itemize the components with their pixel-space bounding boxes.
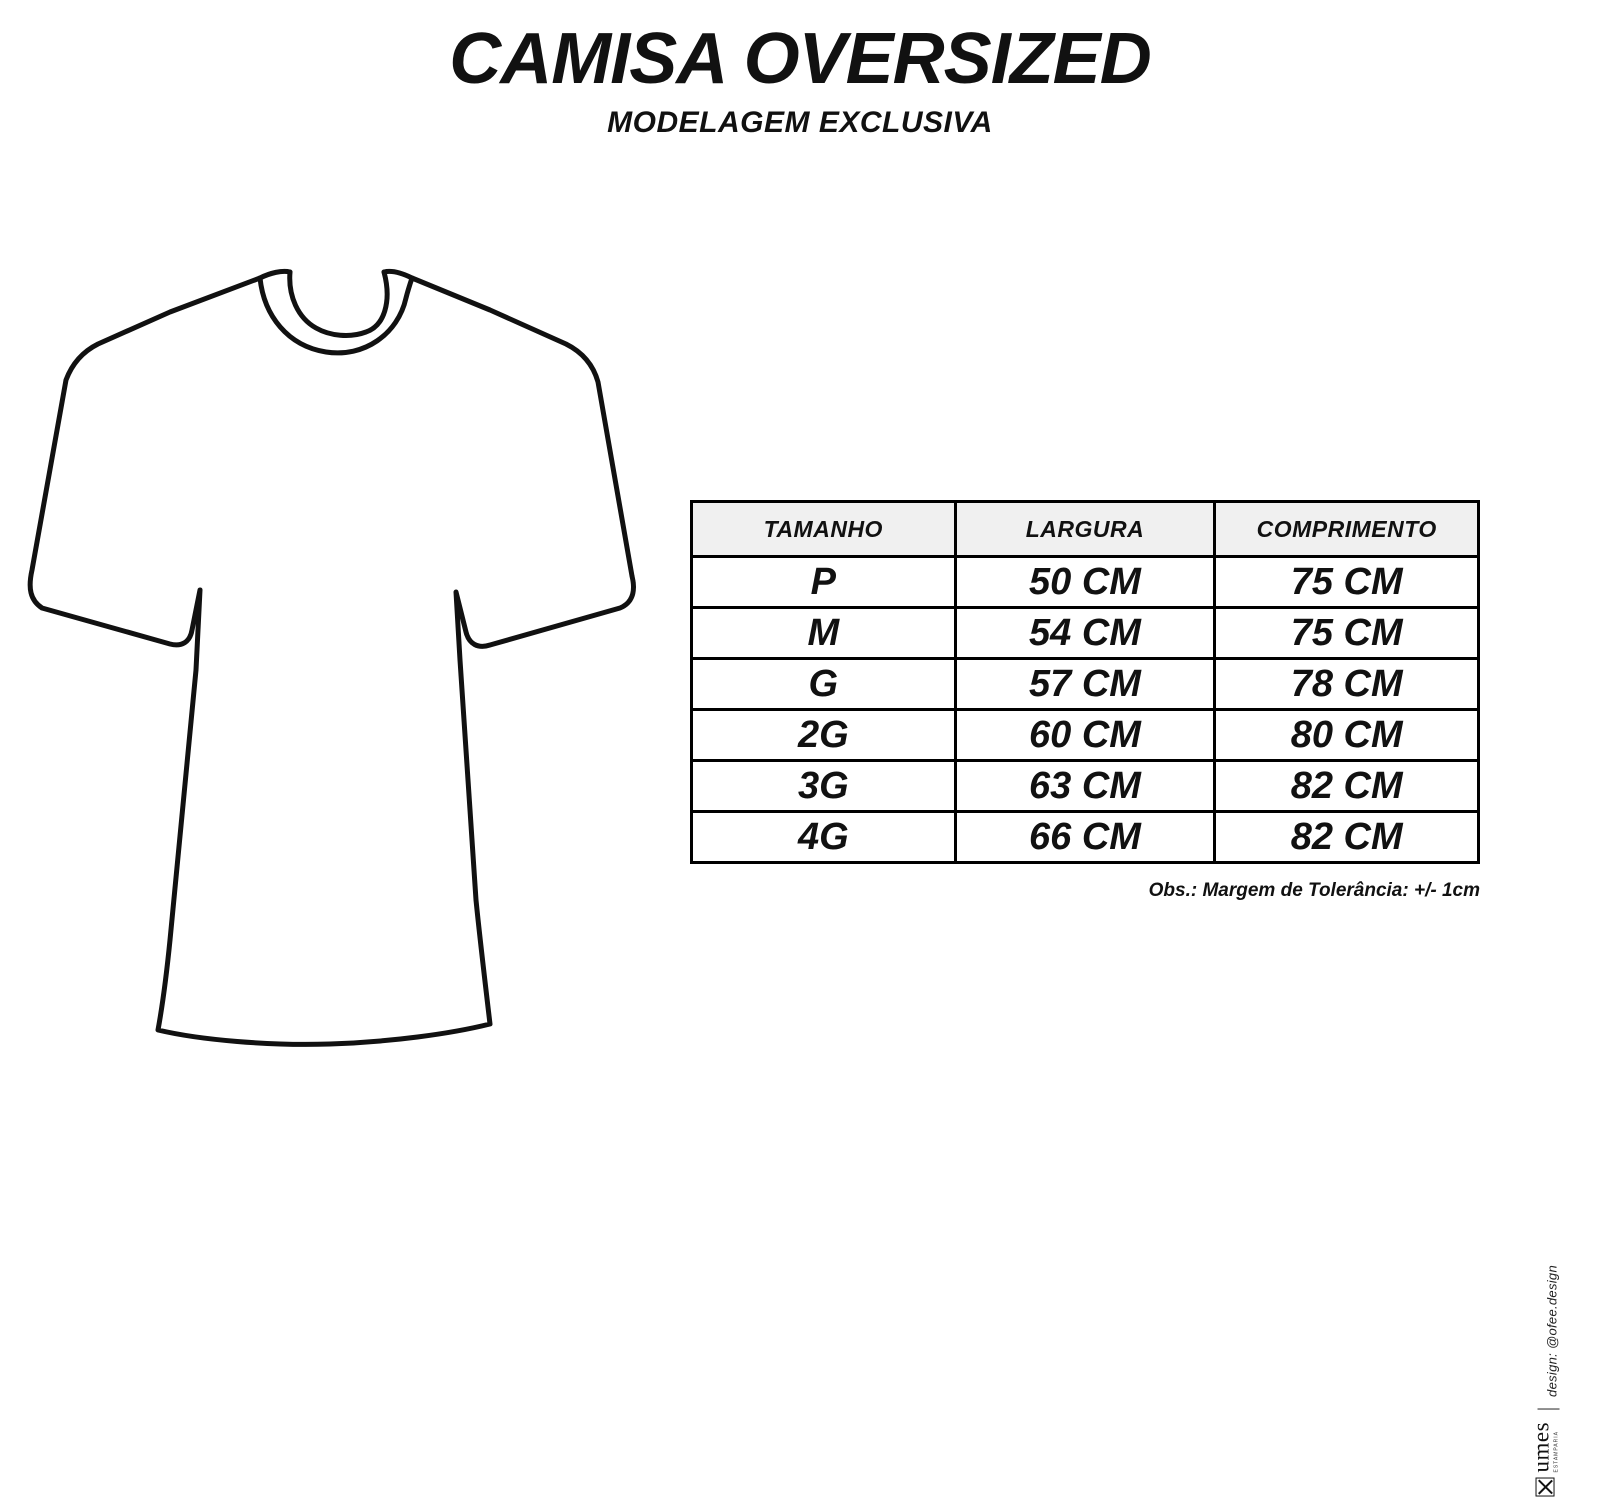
cell-size: G xyxy=(692,659,956,710)
table-row xyxy=(692,659,1479,710)
cell-size: 3G xyxy=(692,761,956,812)
table-row xyxy=(692,812,1479,863)
page-subtitle: MODELAGEM EXCLUSIVA xyxy=(607,105,993,139)
cell-length: 80 CM xyxy=(1215,710,1479,761)
cell-width: 60 CM xyxy=(955,710,1215,761)
column-header-tamanho: TAMANHO xyxy=(692,502,956,557)
cell-length: 75 CM xyxy=(1215,557,1479,608)
table-row xyxy=(692,761,1479,812)
column-header-comprimento: COMPRIMENTO xyxy=(1215,502,1479,557)
cell-width: 54 CM xyxy=(955,608,1215,659)
diamond-x-icon xyxy=(1536,1478,1555,1497)
cell-width: 57 CM xyxy=(955,659,1215,710)
size-table xyxy=(690,500,1480,864)
cell-size: 2G xyxy=(692,710,956,761)
cell-length: 82 CM xyxy=(1215,761,1479,812)
table-row xyxy=(692,557,1479,608)
table-row xyxy=(692,710,1479,761)
cell-length: 78 CM xyxy=(1215,659,1479,710)
design-credit: design: @ofee.design xyxy=(1545,1265,1560,1397)
tshirt-illustration xyxy=(20,240,700,1060)
cell-width: 50 CM xyxy=(955,557,1215,608)
tolerance-note: Obs.: Margem de Tolerância: +/- 1cm xyxy=(1148,880,1480,901)
page-title: CAMISA OVERSIZED xyxy=(449,19,1151,99)
brand-strip xyxy=(1529,935,1592,1473)
brand-name: umes xyxy=(1529,1421,1554,1473)
cell-width: 63 CM xyxy=(955,761,1215,812)
table-row xyxy=(692,608,1479,659)
cell-size: 4G xyxy=(692,812,956,863)
brand-logo xyxy=(1530,1422,1560,1497)
cell-size: M xyxy=(692,608,956,659)
divider xyxy=(1538,1409,1560,1410)
page-header xyxy=(0,19,1600,140)
brand-subtitle: ESTAMPARIA xyxy=(1554,1431,1560,1473)
column-header-largura: LARGURA xyxy=(955,502,1215,557)
cell-size: P xyxy=(692,557,956,608)
cell-width: 66 CM xyxy=(955,812,1215,863)
table-header-row xyxy=(692,502,1479,557)
cell-length: 82 CM xyxy=(1215,812,1479,863)
cell-length: 75 CM xyxy=(1215,608,1479,659)
size-table-container xyxy=(690,500,1480,864)
